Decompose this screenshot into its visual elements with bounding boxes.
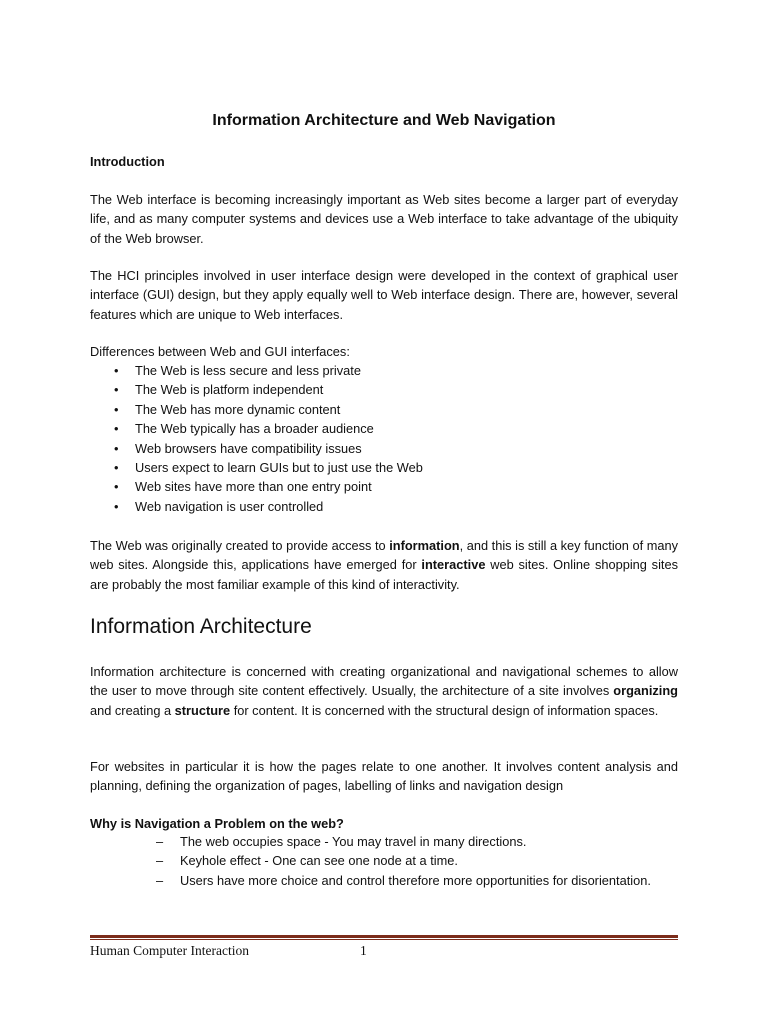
list-item-text: The web occupies space - You may travel in many directions. [180,834,527,849]
introduction-section [90,152,678,171]
list-item: • Users expect to learn GUIs but to just use the Web [90,458,678,477]
list-item [90,871,678,890]
text-run: web sites. Online shopping sites are probably the most familiar example of this kind of interactivity. [90,557,678,592]
list-item: • The Web is platform independent [90,380,678,399]
list-item [90,832,678,851]
text-run: for content. It is concerned with the structural design of information spaces. [230,702,659,718]
navigation-heading: Why is Navigation a Problem on the web? [90,816,344,831]
section-heading-information-architecture: Information Architecture [90,615,312,638]
list-item: • The Web is less secure and less private [90,361,678,380]
text-run: Information architecture is concerned with creating organizational and navigational schemes to allow the user to move through site content effectively. Usually, the architecture of a site involves [90,664,678,699]
list-item: • Web navigation is user controlled [90,497,678,516]
list-item: • Web browsers have compatibility issues [90,439,678,458]
differences-heading: Differences between Web and GUI interfaces: [90,344,350,359]
differences-list [90,361,678,516]
dash-marker: – [156,872,164,888]
list-item: • Web sites have more than one entry point [90,477,678,496]
dash-marker: – [156,834,164,849]
footer-rule-thick [90,935,678,938]
list-item-text: Keyhole effect - One can see one node at a time. [180,853,458,869]
bold-term-information: information [389,538,460,553]
bold-term-structure: structure [174,702,231,718]
intro-paragraph-2: The HCI principles involved in user interface design were developed in the context of graphical user interface (GUI) design, but they apply equally well to Web interface design. There are, however, several features which are unique to Web interfaces. [90,268,678,322]
document-title: Information Architecture and Web Navigation [212,112,556,129]
bold-term-organizing: organizing [613,683,678,699]
list-item: • The Web typically has a broader audience [90,419,678,438]
footer-rule-thin [90,939,678,940]
bold-term-interactive: interactive [421,557,486,573]
text-run: and creating a [90,702,175,718]
list-item: • The Web has more dynamic content [90,400,678,419]
list-item-text: Users have more choice and control therefore more opportunities for disorientation. [180,872,651,888]
ia-paragraph-1 [90,662,678,720]
footer-page-number: 1 [360,943,367,958]
intro-paragraph-3 [90,536,678,594]
introduction-heading: Introduction [90,154,165,169]
dash-marker: – [156,853,164,869]
footer-course-title: Human Computer Interaction [90,943,249,958]
list-item [90,851,678,870]
text-run: , and this is still a key function of many web sites. Alongside this, applications have emerged for [90,538,678,573]
text-run: The Web was originally created to provide access to [90,538,390,553]
ia-paragraph-2: For websites in particular it is how the pages relate to one another. It involves content analysis and planning, defining the organization of pages, labelling of links and navigation design [90,759,678,794]
intro-paragraph-1: The Web interface is becoming increasingly important as Web sites become a larger part of everyday life, and as many computer systems and devices use a Web interface to take advantage of the ubiquity of the Web browser. [90,192,678,246]
navigation-problems-list [90,832,678,890]
